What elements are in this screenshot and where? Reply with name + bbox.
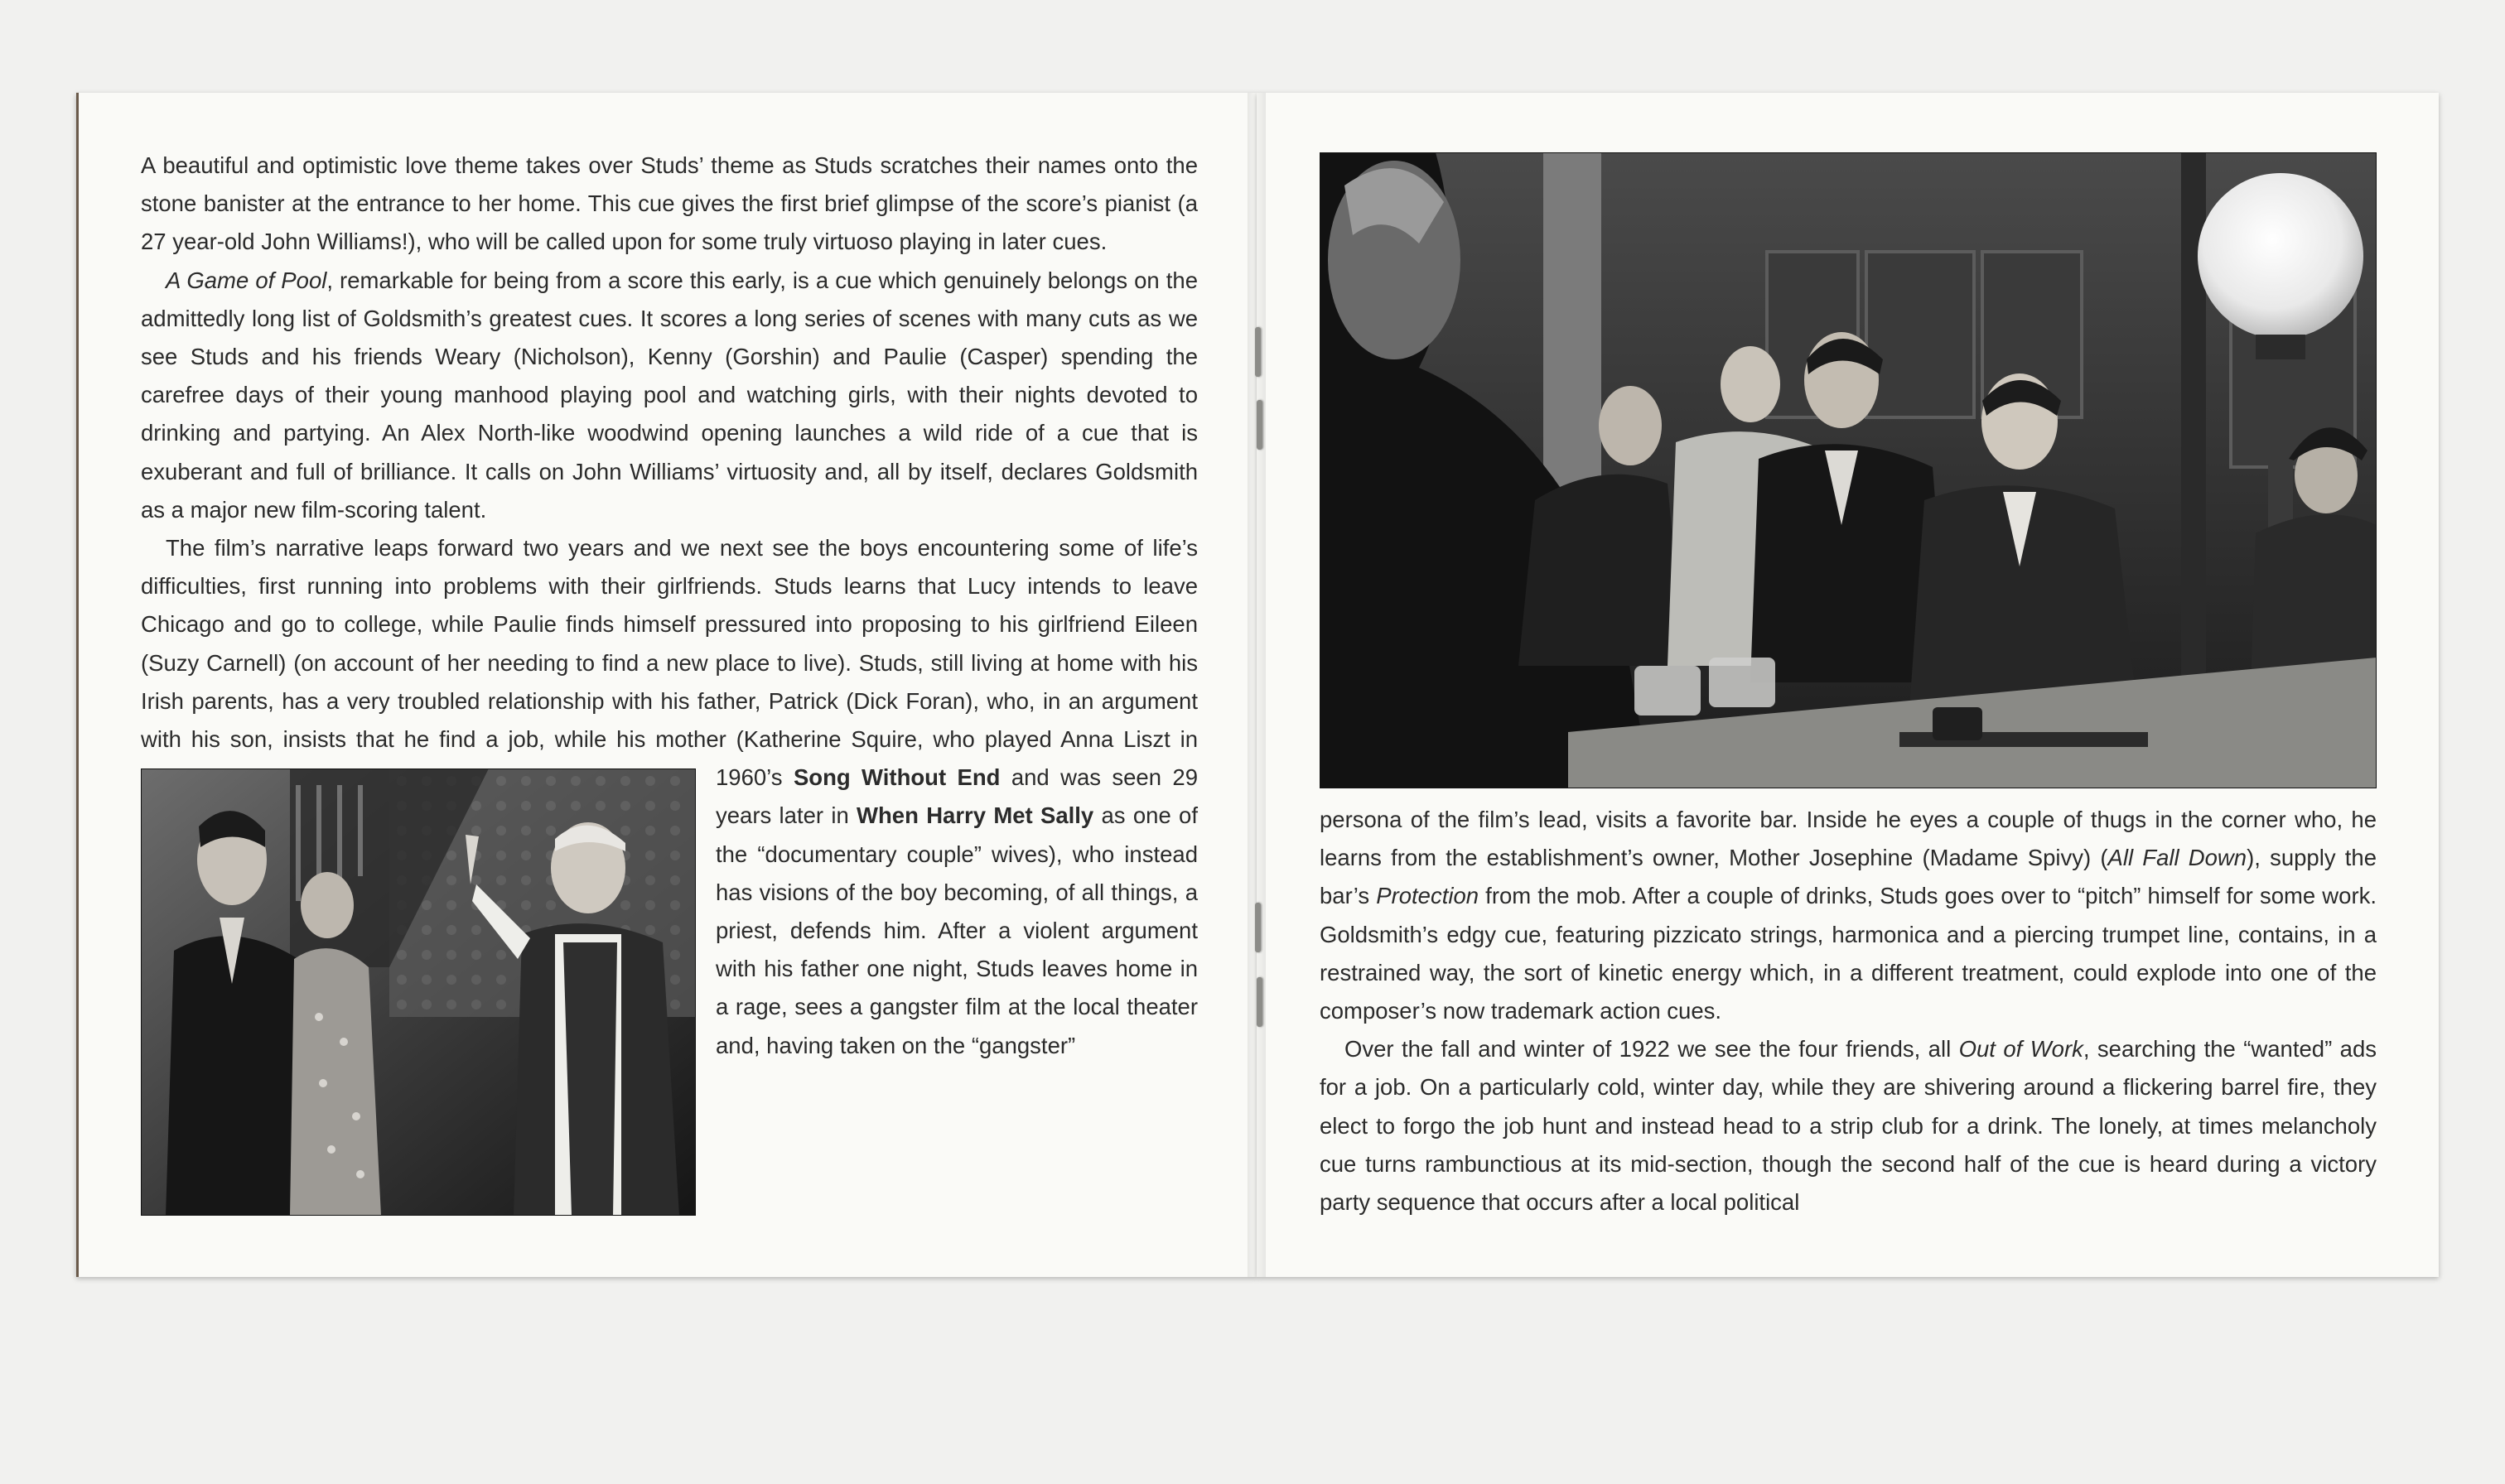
film-title-all-fall-down: All Fall Down: [2107, 845, 2247, 871]
cue-title-game-of-pool: A Game of Pool: [166, 267, 327, 293]
film-still-family-argument: [141, 768, 696, 1216]
booklet-gutter: [1248, 93, 1266, 1277]
cue-title-out-of-work: Out of Work: [1958, 1036, 2083, 1062]
paragraph-game-of-pool: A Game of Pool, remarkable for being from a score this early, is a cue which genuinely belongs on the admittedly long list of Goldsmith’s greatest cues. It scores a long series of scenes with many cuts as we see Studs and his friends Weary (Nicholson), Kenny (Gorshin) and Paulie (Casper) spending the carefree days of their young manhood playing pool and watching girls, with their nights devoted to drinking and partying. An Alex North-like woodwind opening launches a wild ride of a cue that is exuberant and full of brilliance. It calls on John Williams’ virtuosity and, all by itself, declares Goldsmith as a major new film-scoring talent.: [141, 267, 1198, 523]
staple-bottom-lower: [1257, 977, 1262, 1027]
staple-top-lower: [1257, 400, 1262, 450]
right-page-text: [1320, 801, 2377, 1221]
film-still-bar-scene: [1320, 152, 2377, 788]
film-title-song-without-end: Song Without End: [793, 764, 1001, 791]
paragraph-narrative: The film’s narrative leaps forward two years and we next see the boys encountering some of life’s difficulties, first running into problems with their girlfriends. Studs learns that Lucy intends to leave Chicago and go to college, while Paulie finds himself pressured into proposing to his girlfriend Eileen (Suzy Carnell) (on account of her needing to find a new place to live). Studs, still living at home with his Irish parents, has a very troubled relationship with his father, Patrick (Dick Foran), who, in an argument with his son, insists that he find a job, while his mother (Katherine Squire, who played Anna Liszt in 1960’s Song Without End and was seen 29 years later in When Harry Met Sally as one of the “documentary couple” wives), who instead has visions of the boy becoming, of all things, a priest, defends him. After a violent argument with his father one night, Studs leaves home in a rage, sees a gangster film at the local theater and, having taken on the “gangster”: [141, 535, 1198, 1058]
paragraph-out-of-work: Over the fall and winter of 1922 we see the four friends, all Out of Work, searching the “wanted” ads for a job. On a particularly cold, winter day, while they are shivering around a flickering barrel fire, they elect to forgo the job hunt and instead head to a strip club for a drink. The lonely, at times melancholy cue turns rambunctious at its mid-section, though the second half of the cue is heard during a victory party sequence that occurs after a local political: [1320, 1036, 2377, 1216]
cue-title-protection: Protection: [1376, 883, 1479, 909]
film-title-when-harry-met-sally: When Harry Met Sally: [857, 802, 1094, 829]
staple-bottom-upper: [1255, 903, 1261, 952]
paragraph-love-theme: A beautiful and optimistic love theme takes over Studs’ theme as Studs scratches their names onto the stone banister at the entrance to her home. This cue gives the first brief glimpse of the score’s pianist (a 27 year-old John Williams!), who will be called upon for some truly virtuoso playing in later cues.: [141, 152, 1198, 255]
paragraph-favorite-bar: persona of the film’s lead, visits a favorite bar. Inside he eyes a couple of thugs in the corner who, he learns from the establishment’s owner, Mother Josephine (Madame Spivy) (All Fall Down), supply the bar’s Protection from the mob. After a couple of drinks, Studs goes over to “pitch” himself for some work. Goldsmith’s edgy cue, featuring pizzicato strings, harmonica and a piercing trumpet line, contains, in a restrained way, the sort of kinetic energy which, in a different treatment, could explode into one of the composer’s now trademark action cues.: [1320, 807, 2377, 1024]
staple-top-upper: [1255, 327, 1261, 377]
